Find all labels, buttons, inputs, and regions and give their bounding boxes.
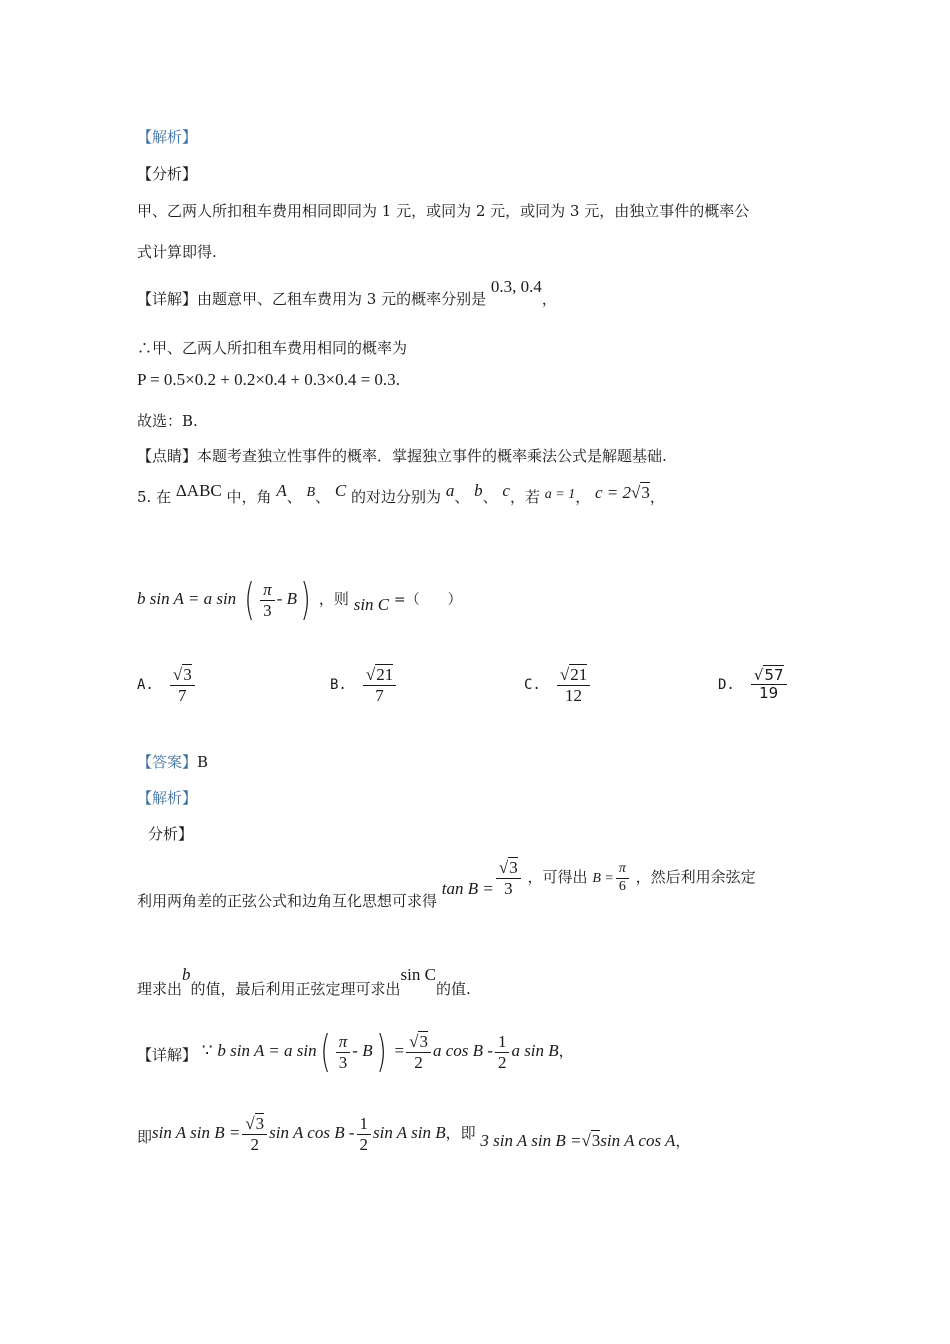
option-b[interactable]: B. $\frac{√21}{7}$	[330, 665, 398, 705]
detail2-line1: 【详解】 ∵ b sin A = a sin( $\frac{\pi}{3}$ - B) = $\frac{√3}{2}$ a cos B - $\frac{1}{2}$ a sin B，	[137, 1026, 574, 1077]
fenxi-tag: 【分析】	[137, 165, 198, 183]
answer-value: B	[197, 753, 209, 771]
option-d[interactable]: D. $\frac{√57}{19}$	[718, 667, 789, 703]
detail-line	[137, 277, 557, 309]
detail2-line2: 即sin A sin B = $\frac{√3}{2}$ sin A cos B - $\frac{1}{2}$ sin A sin B，即 3 sin A sin B =√3sin A cos A，	[137, 1114, 691, 1154]
analysis-tag: 【解析】	[137, 128, 198, 146]
triangle-abc: ΔABC	[175, 481, 222, 500]
dianjing-tag: 【点睛】	[137, 447, 198, 465]
therefore-line: ∴甲、乙两人所扣租车费用相同的概率为	[137, 339, 408, 357]
question-5-line2: b sin A = a sin ( $\frac{\pi}{3}$ - B) ，则 sin C =（ ）	[137, 574, 462, 625]
dianjing-line	[137, 445, 667, 466]
detail-text: 由题意甲、乙租车费用为 3 元的概率分别是	[197, 290, 487, 308]
detail-end: ，	[541, 290, 557, 308]
analysis-text-line1: 利用两角差的正弦公式和边角互化思想可求得 tan B = $\frac{√3}{3}$ ，可得出 B = $\frac{\pi}{6}$ ，然后利用余弦定	[137, 858, 756, 911]
choose-line: 故选：B.	[137, 412, 198, 430]
answer-line	[137, 751, 208, 772]
option-c[interactable]: C. $\frac{√21}{12}$	[524, 665, 592, 705]
fenxi-text-line2: 式计算即得.	[137, 243, 217, 261]
answer-tag: 【答案】	[137, 753, 198, 771]
detail-tag: 【详解】	[137, 290, 198, 308]
probability-equation: P = 0.5×0.2 + 0.2×0.4 + 0.3×0.4 = 0.3.	[137, 370, 400, 389]
option-a[interactable]: A. $\frac{√3}{7}$	[137, 665, 197, 705]
analysis-text-line2: 理求出b的值，最后利用正弦定理可求出sin C的值.	[137, 965, 471, 998]
fenxi-tag-2: 分析】	[148, 825, 194, 843]
analysis-tag-2: 【解析】	[137, 789, 198, 807]
detail-math: 0.3, 0.4	[490, 277, 542, 296]
dianjing-text: 本题考查独立性事件的概率．掌握独立事件的概率乘法公式是解题基础.	[197, 447, 667, 465]
fenxi-text-line1: 甲、乙两人所扣租车费用相同即同为 1 元，或同为 2 元，或同为 3 元，由独立事件的概率公	[137, 202, 750, 220]
question-5-line1: 5. 在 ΔABC 中，角 A、 B、 C 的对边分别为 a、 b、 c，若 a = 1， c = 2√3，	[137, 481, 665, 506]
